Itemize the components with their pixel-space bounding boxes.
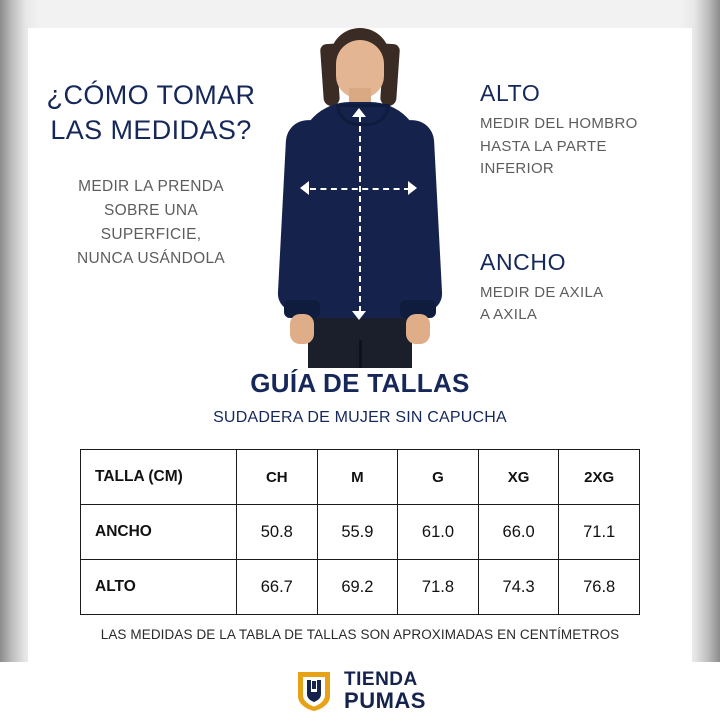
ancho-heading: ANCHO — [480, 248, 567, 275]
measure-definitions — [480, 80, 680, 327]
alto-arrow-head-bottom-icon — [352, 311, 366, 320]
size-chart-section — [28, 368, 692, 642]
ancho-arrow-head-left-icon — [300, 181, 309, 195]
size-chart-title: GUÍA DE TALLAS — [250, 368, 470, 398]
table-header-cell-m: M — [317, 450, 398, 505]
cell-ancho-m: 55.9 — [317, 505, 398, 560]
how-to-measure-section — [28, 28, 692, 368]
brand-name — [344, 670, 426, 712]
size-chart-note: LAS MEDIDAS DE LA TABLA DE TALLAS SON APROXIMADAS EN CENTÍMETROS — [100, 627, 620, 642]
instruction-line-2: SOBRE UNA — [104, 202, 198, 220]
size-chart-subtitle: SUDADERA DE MUJER SIN CAPUCHA — [213, 409, 507, 426]
table-header-row — [81, 450, 640, 505]
model-jeans-seam — [359, 340, 362, 368]
instruction-line-4: NUNCA USÁNDOLA — [76, 250, 226, 268]
alto-description — [480, 113, 680, 181]
pumas-shield-icon — [294, 670, 334, 712]
ancho-measure-arrow — [310, 188, 410, 190]
model-left-hand — [290, 314, 314, 344]
size-guide-card — [28, 28, 692, 692]
cell-alto-g: 71.8 — [398, 560, 479, 615]
brand-name-line1: TIENDA — [344, 669, 418, 690]
page-title-line1: ¿CÓMO TOMAR — [46, 80, 256, 110]
alto-description-line1: MEDIR DEL HOMBRO — [480, 115, 638, 132]
cell-ancho-xg: 66.0 — [478, 505, 559, 560]
page-title — [36, 78, 266, 147]
row-label-ancho: ANCHO — [81, 505, 237, 560]
alto-measure-arrow — [359, 116, 361, 312]
instruction-line-1: MEDIR LA PRENDA — [78, 178, 224, 196]
instruction-line-3: SUPERFICIE, — [100, 226, 202, 244]
alto-description-line3: INFERIOR — [480, 160, 555, 177]
model-right-hand — [406, 314, 430, 344]
cell-alto-2xg: 76.8 — [559, 560, 640, 615]
page-title-line2: LAS MEDIDAS? — [50, 114, 252, 145]
model-photo — [256, 28, 464, 368]
cell-ancho-g: 61.0 — [398, 505, 479, 560]
how-to-measure-instructions — [36, 175, 266, 271]
cell-alto-ch: 66.7 — [237, 560, 318, 615]
ancho-description — [480, 282, 680, 327]
ancho-description-line2: A AXILA — [480, 306, 538, 323]
how-to-measure-text-block — [36, 78, 266, 271]
alto-heading: ALTO — [480, 80, 541, 106]
alto-description-line2: HASTA LA PARTE — [480, 137, 607, 155]
ancho-definition — [480, 249, 680, 327]
cell-ancho-2xg: 71.1 — [559, 505, 640, 560]
size-chart-table — [80, 449, 640, 615]
table-row — [81, 560, 640, 615]
table-header-cell-xg: XG — [478, 450, 559, 505]
cell-ancho-ch: 50.8 — [237, 505, 318, 560]
ancho-arrow-head-right-icon — [408, 181, 417, 195]
table-header-cell-g: G — [398, 450, 479, 505]
cell-alto-xg: 74.3 — [478, 560, 559, 615]
table-header-cell-talla: TALLA (CM) — [81, 450, 237, 505]
row-label-alto: ALTO — [81, 560, 237, 615]
ancho-description-line1: MEDIR DE AXILA — [480, 283, 604, 301]
table-header-cell-ch: CH — [237, 450, 318, 505]
cell-alto-m: 69.2 — [317, 560, 398, 615]
table-header-cell-2xg: 2XG — [559, 450, 640, 505]
alto-arrow-head-top-icon — [352, 108, 366, 117]
alto-definition — [480, 80, 680, 181]
brand-footer — [0, 662, 720, 720]
brand-name-line2: PUMAS — [344, 688, 426, 713]
table-row — [81, 505, 640, 560]
